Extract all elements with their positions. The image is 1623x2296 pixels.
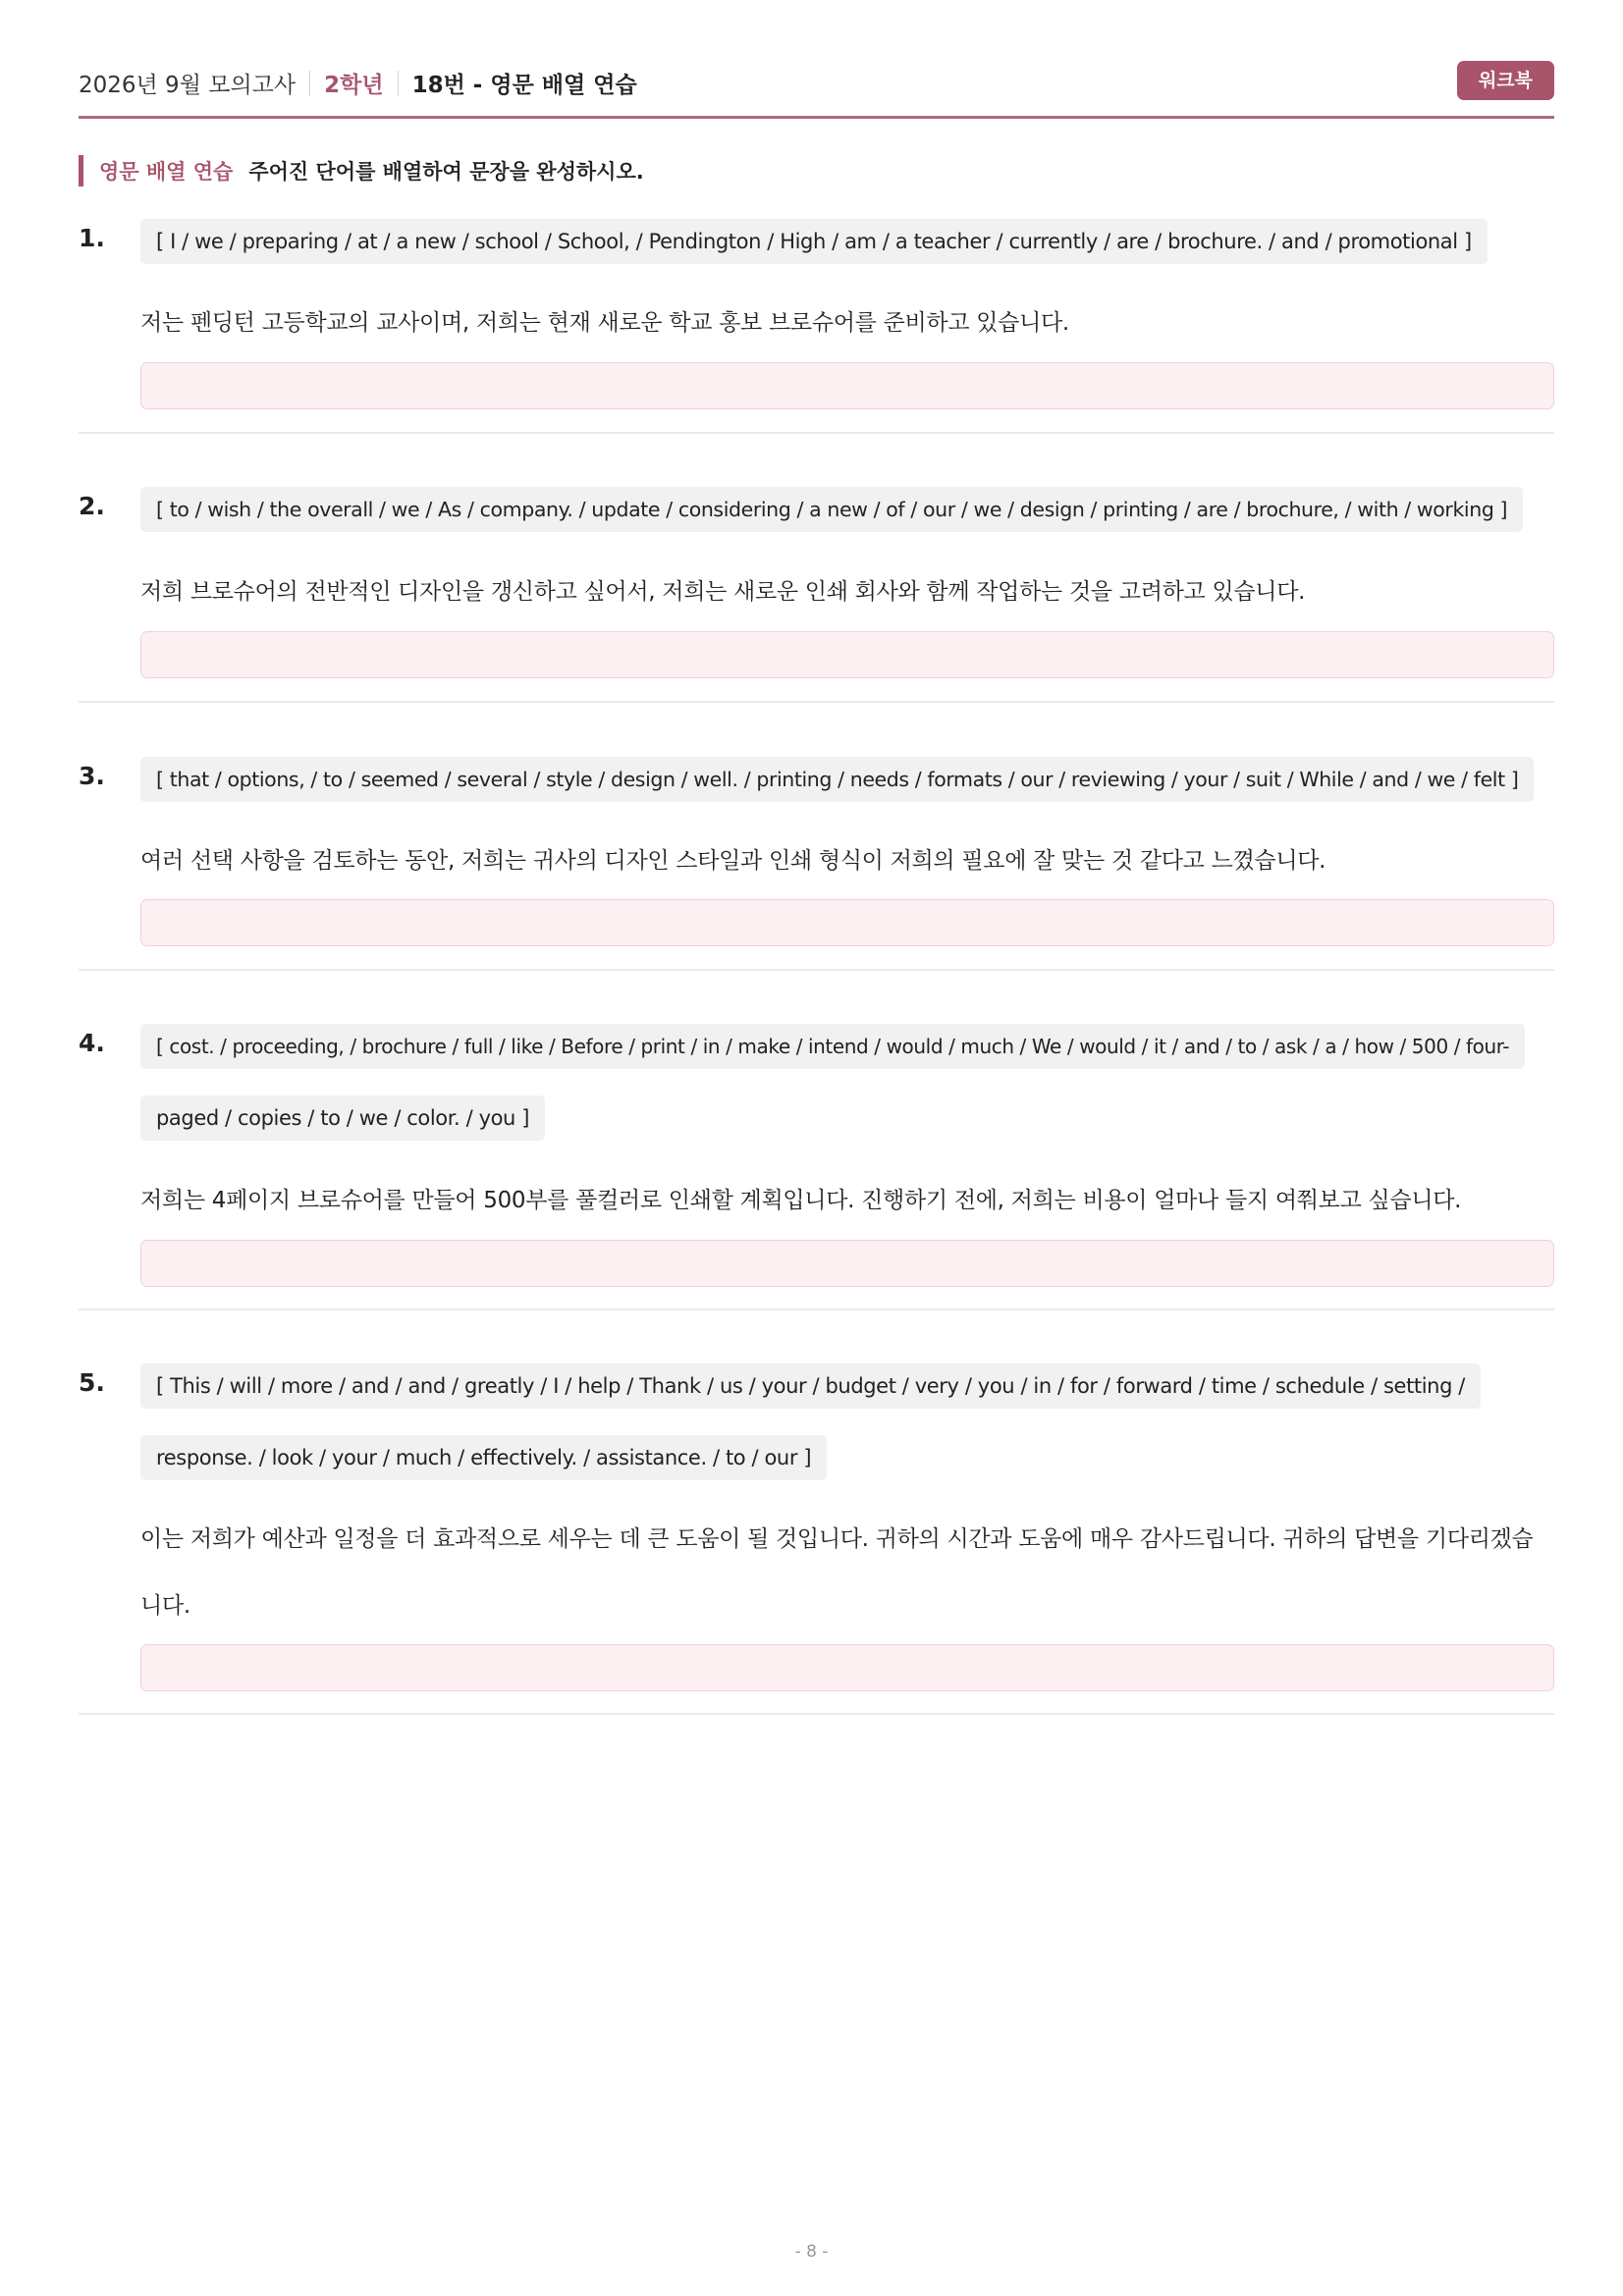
question-divider: [79, 969, 1554, 971]
header-divider: [79, 116, 1554, 119]
question-divider: [79, 1308, 1554, 1310]
answer-field[interactable]: [140, 362, 1554, 409]
answer-field[interactable]: [140, 1240, 1554, 1287]
header-meta: [79, 67, 637, 99]
answer-field[interactable]: [140, 631, 1554, 678]
section-heading: [79, 155, 644, 187]
section-accent-bar: [79, 155, 83, 187]
question-number: 5.: [79, 1368, 105, 1397]
korean-translation: 이는 저희가 예산과 일정을 더 효과적으로 세우는 데 큰 도움이 될 것입니다. 귀하의 시간과 도움에 매우 감사드립니다. 귀하의 답변을 기다리겠습: [140, 1526, 1534, 1552]
question-number: 1.: [79, 224, 105, 252]
word-bank: [ I / we / preparing / at / a new / school / School, / Pendington / High / am / a teacher / currently / are / brochure. / and / promotional ]: [140, 219, 1488, 264]
answer-field[interactable]: [140, 1644, 1554, 1691]
korean-translation: 여러 선택 사항을 검토하는 동안, 저희는 귀사의 디자인 스타일과 인쇄 형식이 저희의 필요에 잘 맞는 것 같다고 느꼈습니다.: [140, 848, 1326, 874]
question-divider: [79, 432, 1554, 434]
word-bank: [ to / wish / the overall / we / As / company. / update / considering / a new / of / our / we / design / printing / are / brochure, / with / working ]: [140, 487, 1523, 532]
korean-translation: 저희는 4페이지 브로슈어를 만들어 500부를 풀컬러로 인쇄할 계획입니다. 진행하기 전에, 저희는 비용이 얼마나 들지 여쭤보고 싶습니다.: [140, 1188, 1462, 1213]
korean-translation-continued: 니다.: [140, 1593, 190, 1619]
word-bank: [ that / options, / to / seemed / several / style / design / well. / printing / needs / formats / our / reviewing / your / suit / While / and / we / felt ]: [140, 757, 1534, 802]
workbook-badge: 워크북: [1457, 61, 1554, 100]
page-title: 18번 - 영문 배열 연습: [411, 73, 637, 98]
header-separator: [309, 71, 310, 96]
word-bank: [ cost. / proceeding, / brochure / full / like / Before / print / in / make / intend / would / much / We / would / it / and / to / ask / a / how / 500 / four-: [140, 1024, 1525, 1069]
question-divider: [79, 701, 1554, 703]
word-bank-continued: paged / copies / to / we / color. / you ]: [140, 1095, 545, 1141]
word-bank-continued: response. / look / your / much / effectively. / assistance. / to / our ]: [140, 1435, 827, 1480]
page-number: - 8 -: [794, 2242, 829, 2262]
question-number: 3.: [79, 762, 105, 790]
question-divider: [79, 1713, 1554, 1715]
section-label: 영문 배열 연습: [99, 160, 234, 184]
section-instruction: 주어진 단어를 배열하여 문장을 완성하시오.: [248, 160, 644, 184]
question-number: 2.: [79, 492, 105, 520]
question-number: 4.: [79, 1029, 105, 1057]
korean-translation: 저희 브로슈어의 전반적인 디자인을 갱신하고 싶어서, 저희는 새로운 인쇄 회사와 함께 작업하는 것을 고려하고 있습니다.: [140, 579, 1306, 605]
exam-name: 2026년 9월 모의고사: [79, 73, 297, 98]
page-header: [79, 61, 1554, 106]
header-separator: [398, 71, 399, 96]
grade-label: 2학년: [324, 73, 384, 98]
answer-field[interactable]: [140, 899, 1554, 946]
korean-translation: 저는 펜딩턴 고등학교의 교사이며, 저희는 현재 새로운 학교 홍보 브로슈어를 준비하고 있습니다.: [140, 310, 1069, 336]
word-bank: [ This / will / more / and / and / greatly / I / help / Thank / us / your / budget / very / you / in / for / forward / time / schedule / setting /: [140, 1363, 1481, 1409]
